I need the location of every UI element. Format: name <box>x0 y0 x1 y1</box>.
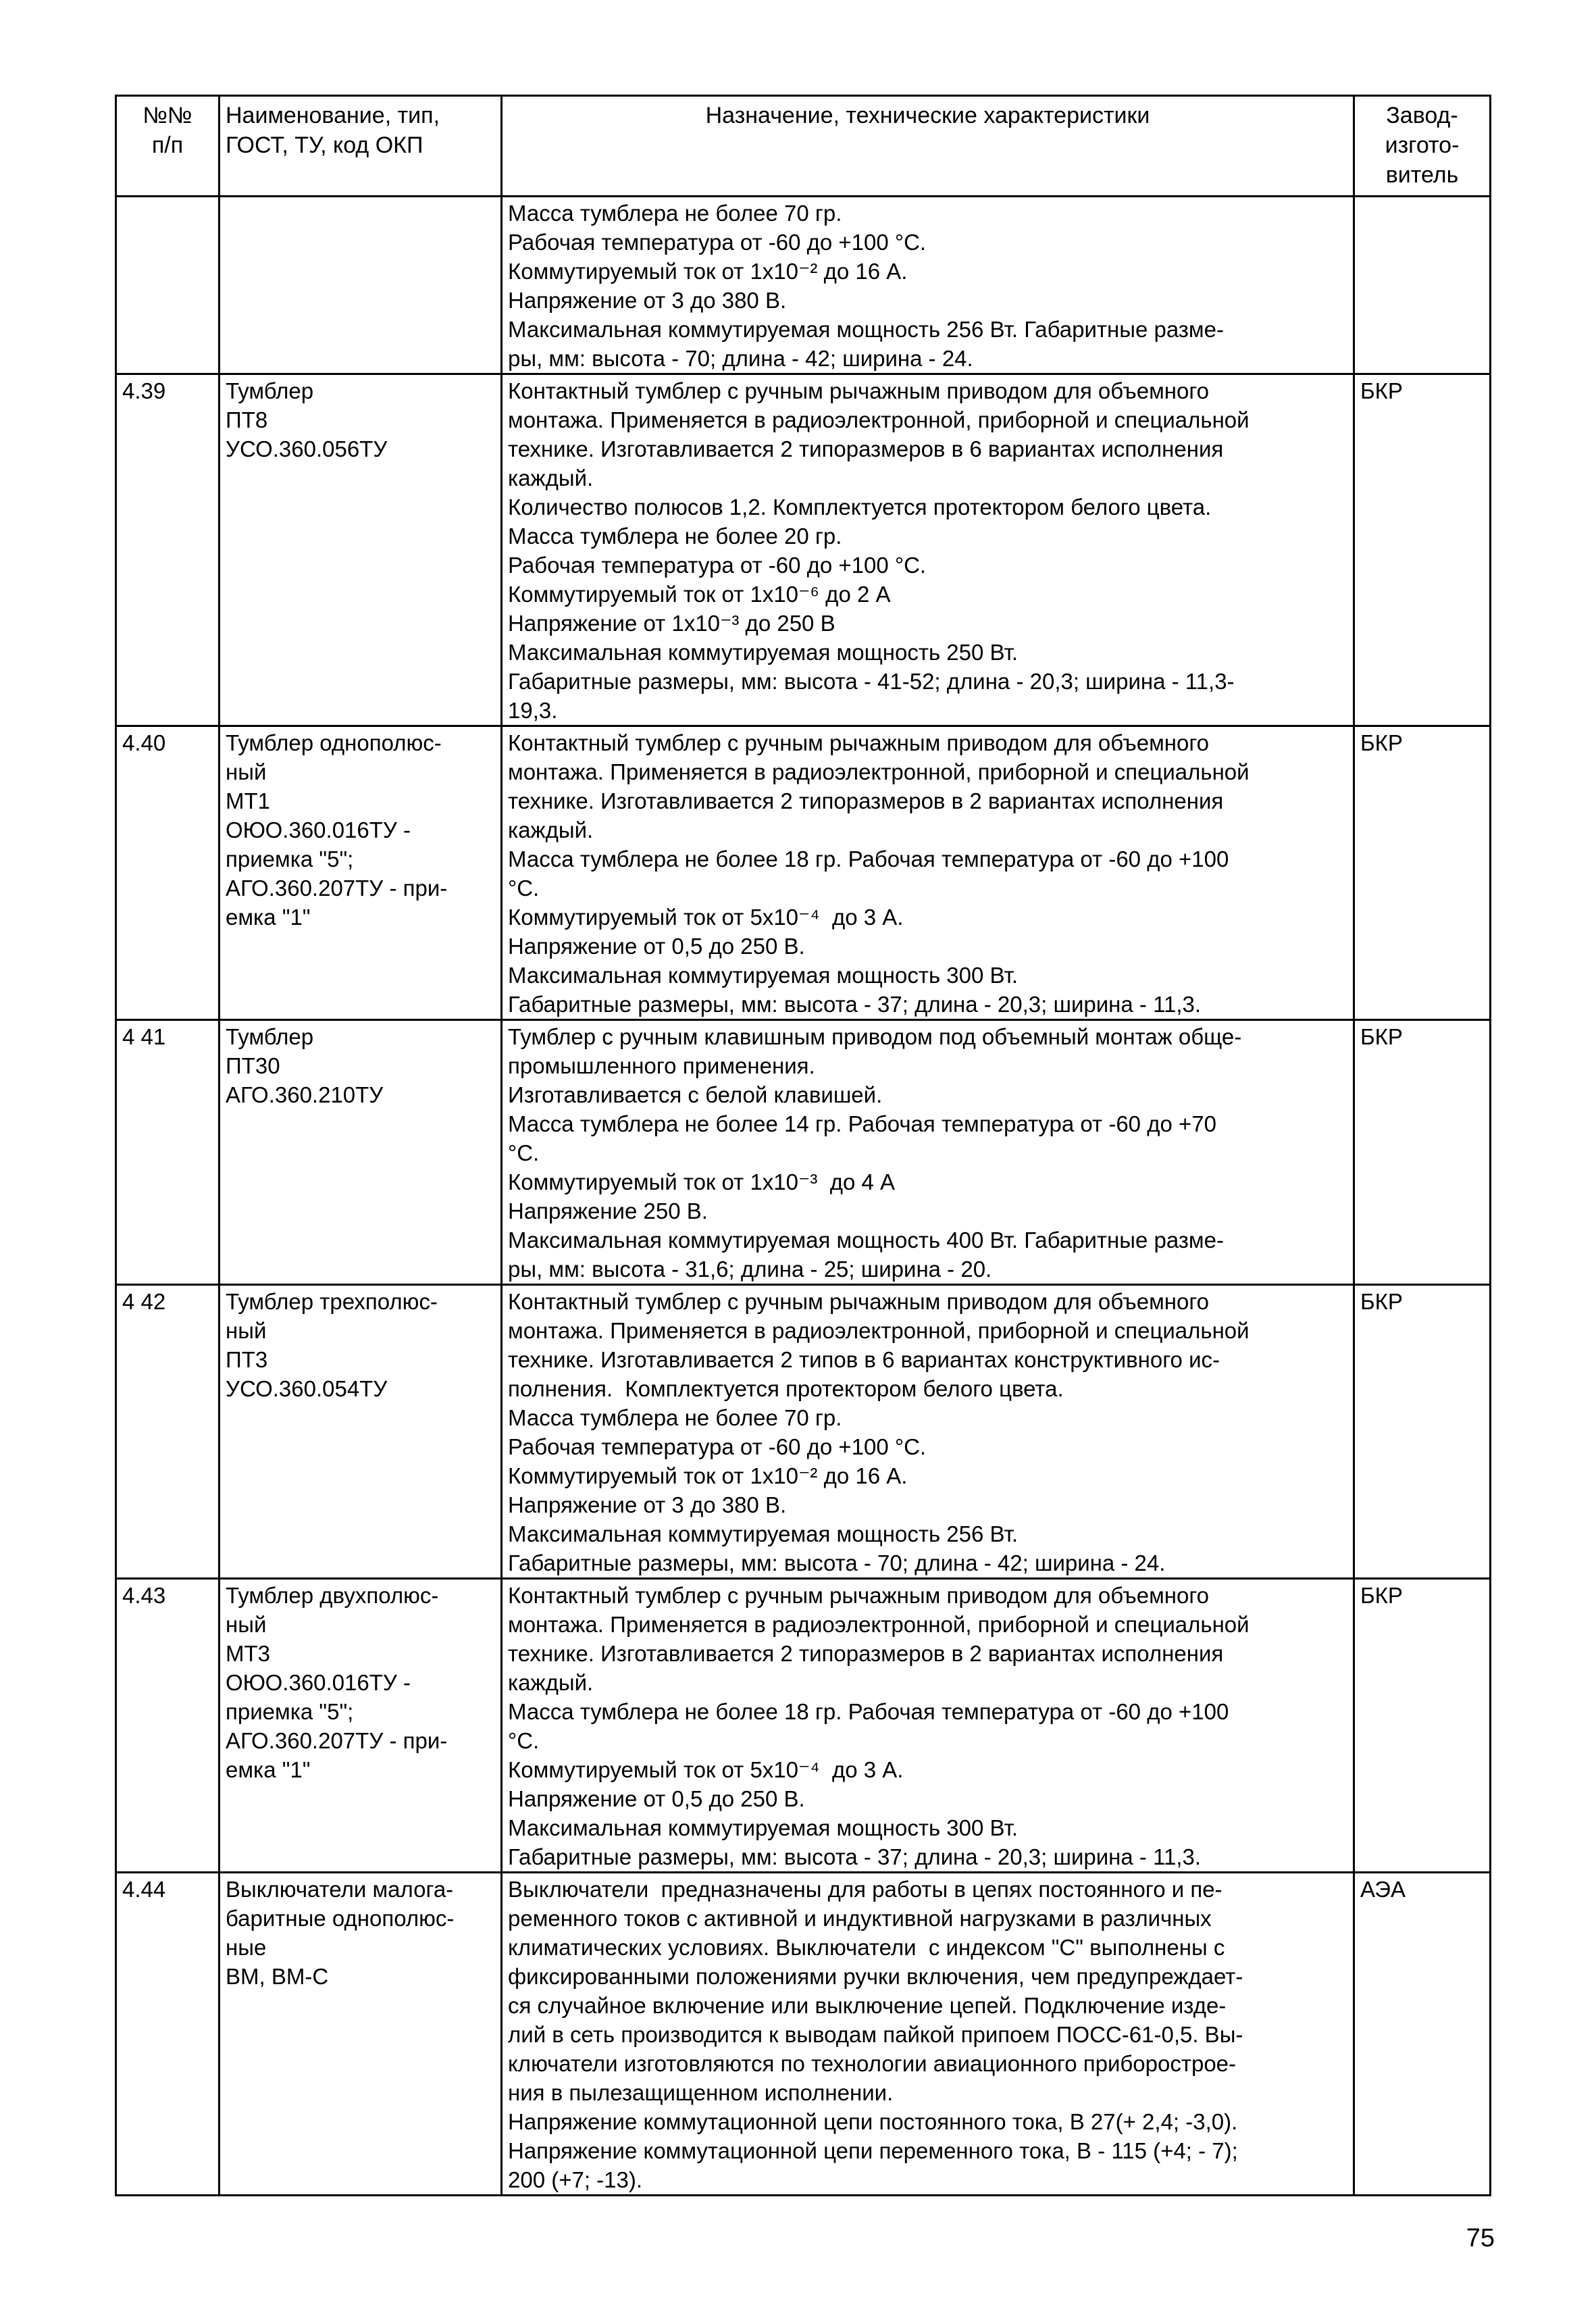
item-number-cell <box>116 1285 220 1579</box>
item-manufacturer: БКР <box>1360 1024 1403 1049</box>
item-name-cell <box>220 1873 502 2196</box>
item-description-line: Напряжение от 0,5 до 250 В. <box>508 934 805 959</box>
header-manufacturer-line: изгото- <box>1385 132 1460 158</box>
item-manufacturer: АЭА <box>1360 1877 1406 1902</box>
item-description-line: Выключатели предназначены для работы в цепях постоянного и пе- <box>508 1877 1222 1902</box>
item-description-line: °С. <box>508 876 540 901</box>
item-name-line: ОЮО.360.016ТУ - <box>226 1670 411 1695</box>
item-description-line: Напряжение от 1х10⁻³ до 250 В <box>508 611 835 636</box>
item-description-line: 19,3. <box>508 698 558 723</box>
item-description-line: Коммутируемый ток от 1х10⁻² до 16 А. <box>508 1463 908 1488</box>
table-header-row <box>116 96 1491 197</box>
item-description-line: Габаритные размеры, мм: высота - 37; длина - 20,3; ширина - 11,3. <box>508 992 1202 1017</box>
item-description-line: ния в пылезащищенном исполнении. <box>508 2080 894 2105</box>
item-name-cell <box>220 374 502 726</box>
item-description-line: Контактный тумблер с ручным рычажным приводом для объемного <box>508 730 1210 755</box>
item-name-line: Выключатели малога- <box>226 1877 454 1902</box>
item-description-line: Напряжение от 3 до 380 В. <box>508 288 787 313</box>
table-row <box>116 197 1491 374</box>
header-manufacturer-line: витель <box>1385 162 1459 188</box>
item-description-line: ры, мм: высота - 70; длина - 42; ширина - 24. <box>508 346 973 371</box>
item-manufacturer: БКР <box>1360 378 1403 403</box>
item-description-line: монтажа. Применяется в радиоэлектронной, приборной и специальной <box>508 759 1250 784</box>
item-description-line: °С. <box>508 1728 540 1753</box>
item-description-line: каждый. <box>508 465 594 490</box>
item-description-line: Масса тумблера не более 14 гр. Рабочая температура от -60 до +70 <box>508 1111 1216 1136</box>
item-description-cell <box>502 197 1354 374</box>
item-description-line: ры, мм: высота - 31,6; длина - 25; ширина - 20. <box>508 1257 992 1282</box>
item-description-line: Габаритные размеры, мм: высота - 41-52; длина - 20,3; ширина - 11,3- <box>508 669 1235 694</box>
item-description-line: Максимальная коммутируемая мощность 250 Вт. <box>508 640 1019 665</box>
item-description-line: каждый. <box>508 817 594 842</box>
item-description-line: технике. Изготавливается 2 типоразмеров в 2 вариантах исполнения <box>508 1641 1224 1666</box>
header-number-line: №№ <box>143 103 192 128</box>
item-name-line: Тумблер однополюс- <box>226 730 442 755</box>
item-description-line: 200 (+7; -13). <box>508 2167 643 2192</box>
item-number: 4 42 <box>122 1289 166 1314</box>
item-number-cell <box>116 726 220 1020</box>
item-number-cell <box>116 374 220 726</box>
item-description-line: Масса тумблера не более 18 гр. Рабочая температура от -60 до +100 <box>508 847 1229 871</box>
item-description-cell <box>502 726 1354 1020</box>
item-description-cell <box>502 1020 1354 1285</box>
item-name-cell <box>220 1285 502 1579</box>
item-description-line: Тумблер с ручным клавишным приводом под объемный монтаж обще- <box>508 1024 1242 1049</box>
item-name-line: АГО.360.207ТУ - при- <box>226 1728 448 1753</box>
item-description-line: технике. Изготавливается 2 типоразмеров в 2 вариантах исполнения <box>508 788 1224 813</box>
header-manufacturer-line: Завод- <box>1386 103 1458 128</box>
item-name-line: УСО.360.054ТУ <box>226 1376 388 1401</box>
header-manufacturer <box>1354 96 1491 197</box>
item-name-line: ный <box>226 1318 267 1343</box>
item-description-line: Коммутируемый ток от 1х10⁻⁶ до 2 А <box>508 582 891 607</box>
item-name-line: МТ3 <box>226 1641 270 1666</box>
header-name <box>220 96 502 197</box>
table-row <box>116 1020 1491 1285</box>
item-description-line: Напряжение коммутационной цепи переменного тока, В - 115 (+4; - 7); <box>508 2138 1238 2163</box>
item-description-line: Коммутируемый ток от 5х10⁻⁴ до 3 А. <box>508 1757 904 1782</box>
item-description-line: Напряжение 250 В. <box>508 1198 708 1223</box>
item-manufacturer-cell <box>1354 1579 1491 1873</box>
header-name-line: Наименование, тип, <box>226 103 440 128</box>
item-description-cell <box>502 1285 1354 1579</box>
item-description-line: Контактный тумблер с ручным рычажным приводом для объемного <box>508 1289 1210 1314</box>
item-name-line: МТ1 <box>226 788 270 813</box>
item-name-line: АГО.360.210ТУ <box>226 1082 384 1107</box>
item-name-line: Тумблер <box>226 378 314 403</box>
item-description-line: Напряжение коммутационной цепи постоянного тока, В 27(+ 2,4; -3,0). <box>508 2109 1238 2134</box>
item-name-line: УСО.360.056ТУ <box>226 436 388 461</box>
item-description-line: Максимальная коммутируемая мощность 300 Вт. <box>508 963 1019 988</box>
item-manufacturer-cell <box>1354 374 1491 726</box>
item-description-cell <box>502 374 1354 726</box>
item-description-line: полнения. Комплектуется протектором белого цвета. <box>508 1376 1064 1401</box>
item-name-line: Тумблер <box>226 1024 314 1049</box>
item-manufacturer: БКР <box>1360 1583 1403 1608</box>
item-description-line: Масса тумблера не более 70 гр. <box>508 201 842 226</box>
page-number: 75 <box>1466 2224 1495 2252</box>
table-row <box>116 1579 1491 1873</box>
item-description-line: Габаритные размеры, мм: высота - 37; длина - 20,3; ширина - 11,3. <box>508 1844 1202 1869</box>
item-name-line: ные <box>226 1935 267 1960</box>
item-description-line: Коммутируемый ток от 1х10⁻² до 16 А. <box>508 259 908 284</box>
item-description-line: Рабочая температура от -60 до +100 °С. <box>508 230 927 255</box>
item-description-line: Рабочая температура от -60 до +100 °С. <box>508 553 927 578</box>
item-description-line: лий в сеть производится к выводам пайкой припоем ПОСС-61-0,5. Вы- <box>508 2022 1243 2047</box>
table-row <box>116 1873 1491 2196</box>
item-name-line: ПТ3 <box>226 1347 268 1372</box>
item-description-line: Коммутируемый ток от 1х10⁻³ до 4 А <box>508 1169 896 1194</box>
item-description-line: Коммутируемый ток от 5х10⁻⁴ до 3 А. <box>508 905 904 930</box>
item-name-line: емка "1" <box>226 905 311 930</box>
item-description-line: Масса тумблера не более 20 гр. <box>508 524 842 549</box>
item-name-cell <box>220 726 502 1020</box>
item-name-line: приемка "5"; <box>226 1699 354 1724</box>
item-description-line: технике. Изготавливается 2 типоразмеров в 6 вариантах исполнения <box>508 436 1224 461</box>
item-description-line: Количество полюсов 1,2. Комплектуется протектором белого цвета. <box>508 495 1212 520</box>
item-description-line: Максимальная коммутируемая мощность 300 Вт. <box>508 1815 1019 1840</box>
header-description <box>502 96 1354 197</box>
item-number: 4.39 <box>122 378 166 403</box>
item-description-line: Изготавливается с белой клавишей. <box>508 1082 883 1107</box>
item-name-line: ВМ, ВМ-С <box>226 1964 329 1989</box>
item-name-line: ный <box>226 1612 267 1637</box>
header-description-line: Назначение, технические характеристики <box>705 103 1150 128</box>
item-number: 4.44 <box>122 1877 166 1902</box>
item-description-line: фиксированными положениями ручки включения, чем предупреждает- <box>508 1964 1243 1989</box>
item-number-cell <box>116 1873 220 2196</box>
item-name-line: Тумблер двухполюс- <box>226 1583 439 1608</box>
item-description-line: монтажа. Применяется в радиоэлектронной, приборной и специальной <box>508 407 1250 432</box>
item-description-line: Масса тумблера не более 18 гр. Рабочая температура от -60 до +100 <box>508 1699 1229 1724</box>
item-description-line: Контактный тумблер с ручным рычажным приводом для объемного <box>508 1583 1210 1608</box>
item-number: 4 41 <box>122 1024 166 1049</box>
item-description-line: Рабочая температура от -60 до +100 °С. <box>508 1434 927 1459</box>
item-description-line: Максимальная коммутируемая мощность 256 Вт. Габаритные разме- <box>508 317 1224 342</box>
spec-table <box>115 95 1491 2196</box>
item-description-line: климатических условиях. Выключатели с индексом "С" выполнены с <box>508 1935 1225 1960</box>
item-description-line: Габаритные размеры, мм: высота - 70; длина - 42; ширина - 24. <box>508 1550 1166 1575</box>
item-name-line: Тумблер трехполюс- <box>226 1289 438 1314</box>
item-name-cell <box>220 1579 502 1873</box>
item-description-line: Масса тумблера не более 70 гр. <box>508 1405 842 1430</box>
item-name-line: ный <box>226 759 267 784</box>
item-description-line: ся случайное включение или выключение цепей. Подключение изде- <box>508 1993 1227 2018</box>
item-description-line: Напряжение от 3 до 380 В. <box>508 1492 787 1517</box>
item-description-line: ключатели изготовляются по технологии авиационного приборострое- <box>508 2051 1237 2076</box>
header-number-line: п/п <box>151 132 184 158</box>
table-row <box>116 374 1491 726</box>
header-name-line: ГОСТ, ТУ, код ОКП <box>226 132 423 158</box>
item-description-line: °С. <box>508 1140 540 1165</box>
item-name-line: емка "1" <box>226 1757 311 1782</box>
item-description-line: Напряжение от 0,5 до 250 В. <box>508 1786 805 1811</box>
item-description-line: Максимальная коммутируемая мощность 256 Вт. <box>508 1521 1019 1546</box>
item-name-cell <box>220 1020 502 1285</box>
item-name-line: ОЮО.360.016ТУ - <box>226 817 411 842</box>
item-manufacturer-cell <box>1354 197 1491 374</box>
table-body <box>116 197 1491 2196</box>
item-description-line: Максимальная коммутируемая мощность 400 Вт. Габаритные разме- <box>508 1228 1224 1253</box>
table-row <box>116 1285 1491 1579</box>
item-number-cell <box>116 197 220 374</box>
item-number-cell <box>116 1020 220 1285</box>
item-description-line: технике. Изготавливается 2 типов в 6 вариантах конструктивного ис- <box>508 1347 1220 1372</box>
item-number-cell <box>116 1579 220 1873</box>
item-description-line: монтажа. Применяется в радиоэлектронной, приборной и специальной <box>508 1318 1250 1343</box>
item-manufacturer-cell <box>1354 1873 1491 2196</box>
item-name-line: приемка "5"; <box>226 847 354 871</box>
item-manufacturer-cell <box>1354 726 1491 1020</box>
item-manufacturer: БКР <box>1360 730 1403 755</box>
item-manufacturer: БКР <box>1360 1289 1403 1314</box>
item-description-line: промышленного применения. <box>508 1053 815 1078</box>
item-number: 4.43 <box>122 1583 166 1608</box>
table-row <box>116 726 1491 1020</box>
item-description-line: монтажа. Применяется в радиоэлектронной, приборной и специальной <box>508 1612 1250 1637</box>
item-description-line: каждый. <box>508 1670 594 1695</box>
item-name-line: ПТ30 <box>226 1053 280 1078</box>
item-description-cell <box>502 1579 1354 1873</box>
item-manufacturer-cell <box>1354 1285 1491 1579</box>
item-name-line: баритные однополюс- <box>226 1906 455 1931</box>
item-name-line: ПТ8 <box>226 407 268 432</box>
item-description-cell <box>502 1873 1354 2196</box>
item-name-cell <box>220 197 502 374</box>
item-manufacturer-cell <box>1354 1020 1491 1285</box>
item-name-line: АГО.360.207ТУ - при- <box>226 876 448 901</box>
item-number: 4.40 <box>122 730 166 755</box>
item-description-line: Контактный тумблер с ручным рычажным приводом для объемного <box>508 378 1210 403</box>
item-description-line: ременного токов с активной и индуктивной нагрузками в различных <box>508 1906 1212 1931</box>
header-number <box>116 96 220 197</box>
